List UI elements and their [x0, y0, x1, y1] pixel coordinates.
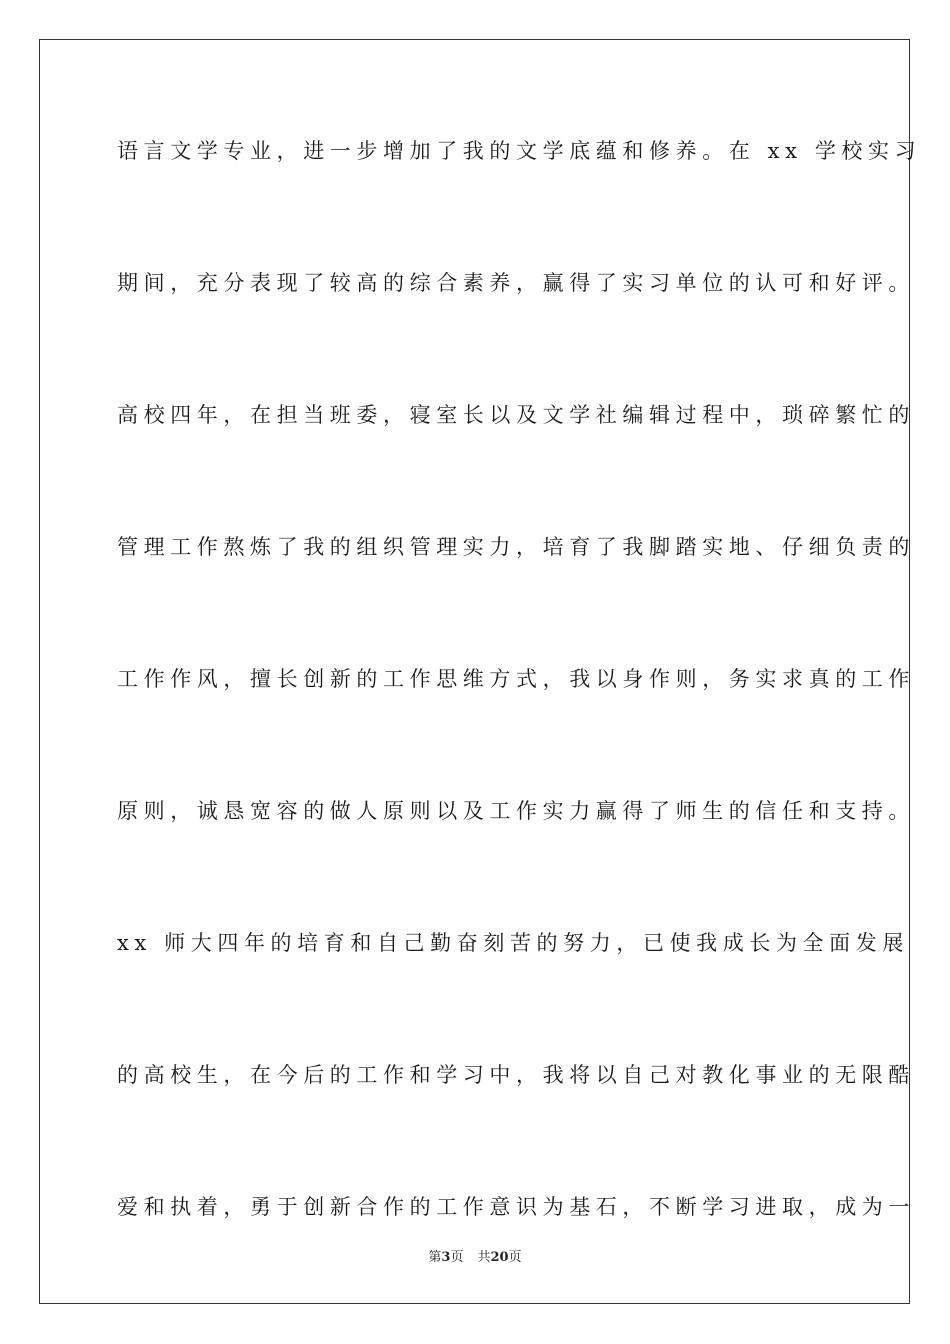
text-line: 工作作风，擅长创新的工作思维方式，我以身作则，务实求真的工作 — [117, 667, 915, 691]
text-line: 高校四年，在担当班委，寝室长以及文学社编辑过程中，琐碎繁忙的 — [117, 403, 915, 427]
total-prefix: 共 — [477, 1250, 491, 1265]
text-line: xx 师大四年的培育和自己勤奋刻苦的努力，已使我成长为全面发展 — [117, 931, 909, 955]
text-line: 语言文学专业，进一步增加了我的文学底蕴和修养。在 xx 学校实习 — [117, 139, 922, 163]
page-footer — [0, 1246, 950, 1265]
page-prefix: 第 — [428, 1250, 442, 1265]
total-pages: 20 — [490, 1250, 509, 1265]
page-number: 3 — [441, 1250, 451, 1265]
text-line: 管理工作熬炼了我的组织管理实力，培育了我脚踏实地、仔细负责的 — [117, 535, 915, 559]
text-line: 原则，诚恳宽容的做人原则以及工作实力赢得了师生的信任和支持。 — [117, 799, 915, 823]
text-line: 的高校生，在今后的工作和学习中，我将以自己对教化事业的无限酷 — [117, 1063, 915, 1087]
text-line: 爱和执着，勇于创新合作的工作意识为基石，不断学习进取，成为一 — [117, 1195, 915, 1219]
total-suffix: 页 — [508, 1250, 522, 1265]
text-line: 期间，充分表现了较高的综合素养，赢得了实习单位的认可和好评。 — [117, 271, 915, 295]
page-suffix: 页 — [450, 1250, 464, 1265]
document-body — [117, 118, 922, 1306]
